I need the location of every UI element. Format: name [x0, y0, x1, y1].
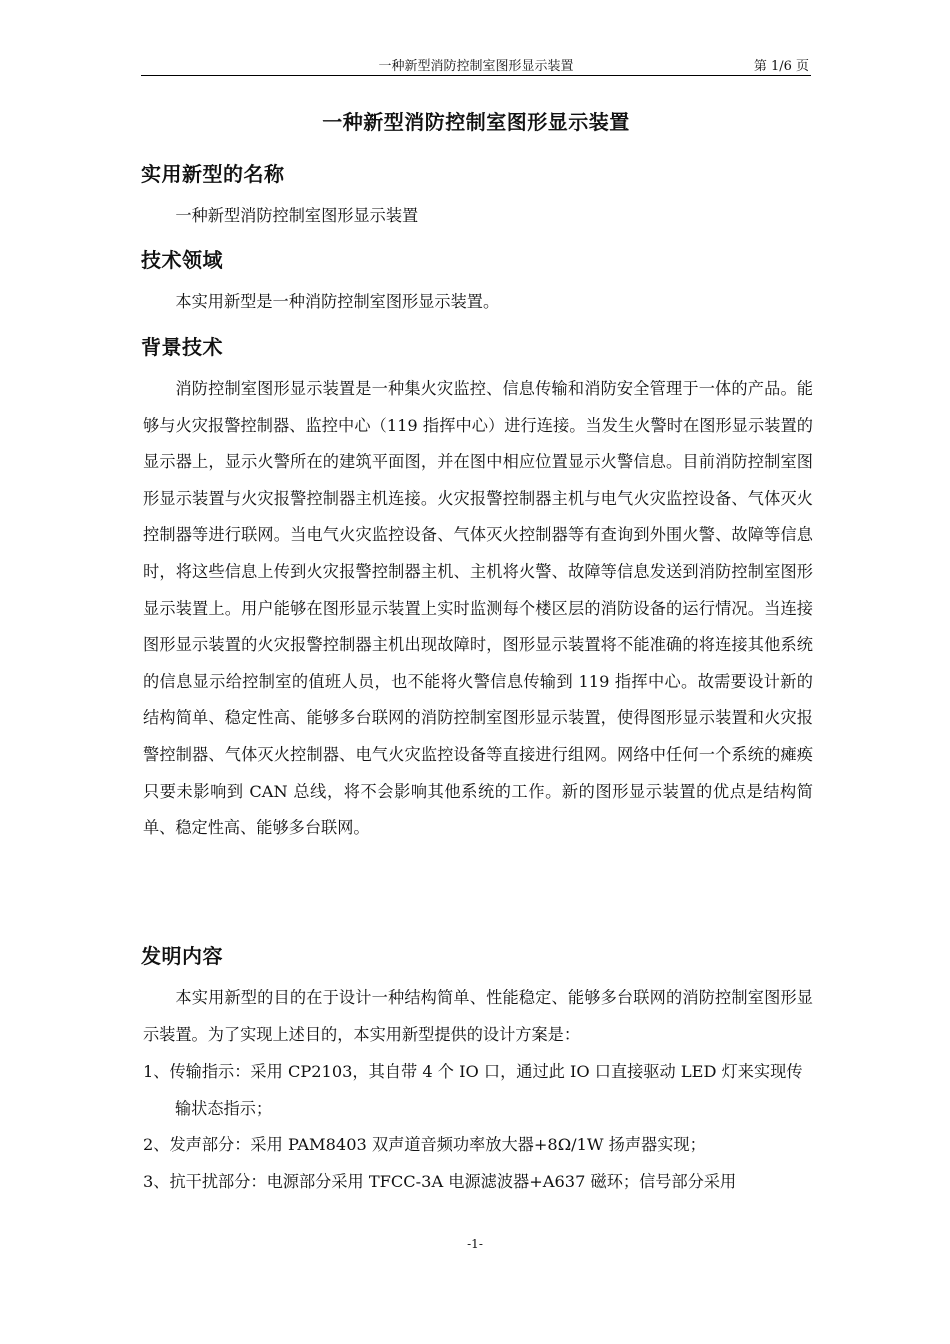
list-item: 3、抗干扰部分：电源部分采用 TFCC-3A 电源滤波器+A637 磁环；信号部分采用	[143, 1172, 737, 1191]
list-item: 1、传输指示：采用 CP2103，其自带 4 个 IO 口，通过此 IO 口直接驱动 LED 灯来实现传输状态指示；	[143, 1062, 803, 1118]
section-heading-name: 实用新型的名称	[141, 162, 285, 186]
section-paragraph-content: 本实用新型的目的在于设计一种结构简单、性能稳定、能够多台联网的消防控制室图形显示装置。为了实现上述目的，本实用新型提供的设计方案是：	[143, 988, 813, 1044]
section-heading-content: 发明内容	[141, 944, 223, 968]
section-heading-field: 技术领域	[141, 248, 223, 272]
header-title: 一种新型消防控制室图形显示装置	[378, 59, 574, 74]
section-paragraph-background: 消防控制室图形显示装置是一种集火灾监控、信息传输和消防安全管理于一体的产品。能够与火灾报警控制器、监控中心（119 指挥中心）进行连接。当发生火警时在图形显示装置的显示器上，显示火警所在的建筑平面图，并在图中相应位置显示火警信息。目前消防控制室图形显示装置与火灾报警控制器主机连接。火灾报警控制器主机与电气火灾监控设备、气体灭火控制器等进行联网。当电气火灾监控设备、气体灭火控制器等有查询到外围火警、故障等信息时，将这些信息上传到火灾报警控制器主机、主机将火警、故障等信息发送到消防控制室图形显示装置上。用户能够在图形显示装置上实时监测每个楼区层的消防设备的运行情况。当连接图形显示装置的火灾报警控制器主机出现故障时，图形显示装置将不能准确的将连接其他系统的信息显示给控制室的值班人员，也不能将火警信息传输到 119 指挥中心。故需要设计新的结构简单、稳定性高、能够多台联网的消防控制室图形显示装置，使得图形显示装置和火灾报警控制器、气体灭火控制器、电气火灾监控设备等直接进行组网。网络中任何一个系统的瘫痪只要未影响到 CAN 总线，将不会影响其他系统的工作。新的图形显示装置的优点是结构简单、稳定性高、能够多台联网。	[143, 379, 813, 838]
list-item: 2、发声部分：采用 PAM8403 双声道音频功率放大器+8Ω/1W 扬声器实现；	[143, 1135, 706, 1154]
section-heading-background: 背景技术	[141, 335, 223, 359]
section-paragraph-field: 本实用新型是一种消防控制室图形显示装置。	[175, 292, 500, 311]
page-header	[141, 53, 811, 76]
section-paragraph-name: 一种新型消防控制室图形显示装置	[175, 206, 419, 225]
document-title: 一种新型消防控制室图形显示装置	[322, 110, 630, 134]
page-number: -1-	[467, 1237, 483, 1251]
header-page-label: 第 1/6 页	[753, 59, 809, 74]
